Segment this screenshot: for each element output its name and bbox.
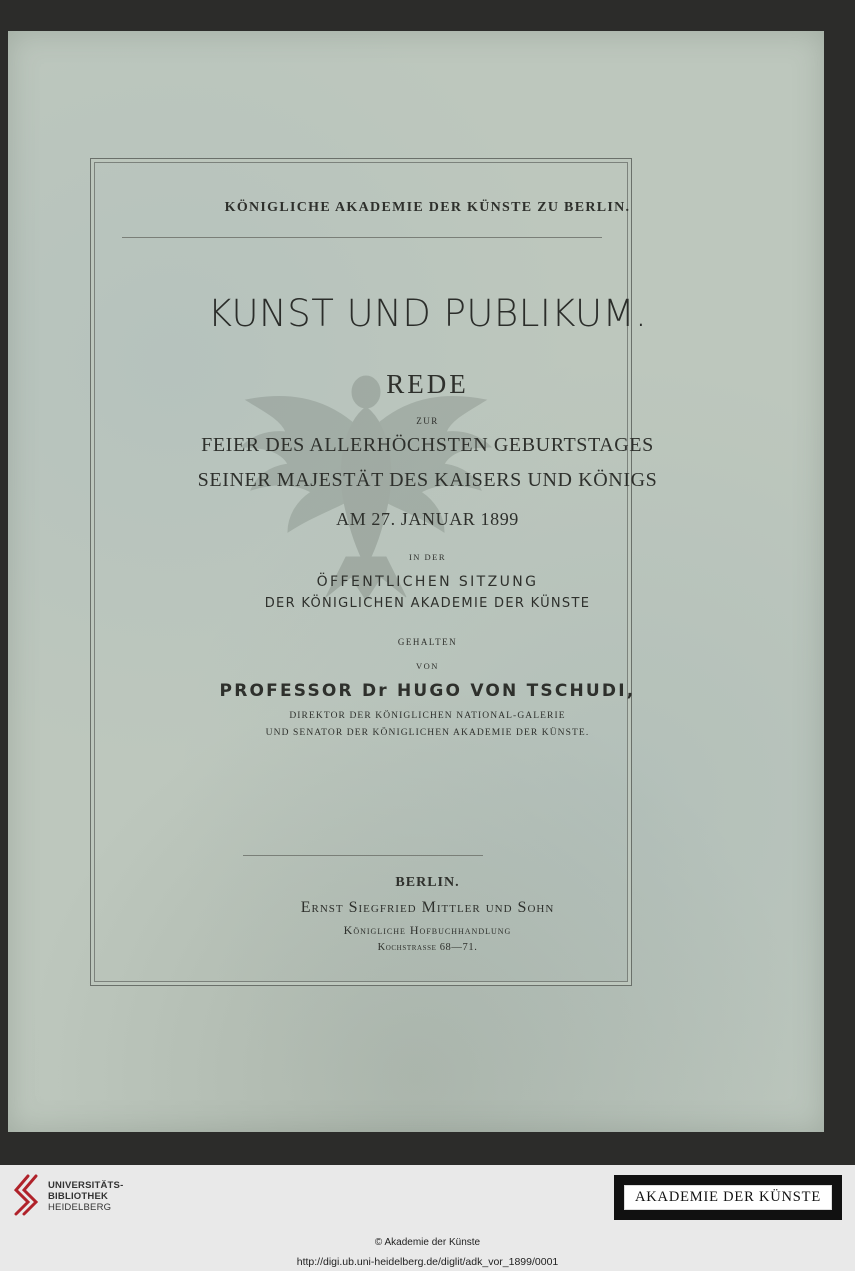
library-line-3: HEIDELBERG (48, 1202, 112, 1213)
page-title: KUNST UND PUBLIKUM. (207, 292, 648, 335)
header-rule (122, 237, 602, 238)
date-line: AM 27. JANUAR 1899 (336, 509, 519, 529)
adk-logo (614, 1175, 842, 1220)
adk-logo-label: AKADEMIE DER KÜNSTE (624, 1185, 832, 1210)
copyright-notice: © Akademie der Künste (374, 1237, 481, 1248)
publisher-name: Ernst Siegfried Mittler und Sohn (300, 899, 555, 916)
author-role-2: UND SENATOR DER KÖNIGLICHEN AKADEMIE DER KÜNSTE. (265, 728, 590, 738)
publisher-address: Kochstrasse 68—71. (377, 942, 478, 953)
imprint-place: BERLIN. (395, 875, 460, 890)
gehalten-label: GEHALTEN (397, 637, 458, 647)
occasion-line-1: FEIER DES ALLERHÖCHSTEN GEBURTSTAGES (201, 434, 654, 456)
imprint-rule (243, 855, 483, 856)
author-role-1: DIREKTOR DER KÖNIGLICHEN NATIONAL-GALERIE (289, 711, 566, 721)
library-logo-icon (10, 1172, 42, 1218)
zur-label: ZUR (416, 416, 439, 426)
rede-heading: REDE (386, 369, 469, 399)
library-line-2: BIBLIOTHEK (48, 1191, 109, 1202)
permalink-url[interactable]: http://digi.ub.uni-heidelberg.de/diglit/adk_vor_1899/0001 (296, 1256, 559, 1268)
in-der-label: IN DER (408, 552, 447, 562)
author-name: PROFESSOR Dr HUGO VON TSCHUDI, (219, 681, 636, 701)
publisher-subtitle: Königliche Hofbuchhandlung (343, 923, 512, 937)
session-line-2: DER KÖNIGLICHEN AKADEMIE DER KÜNSTE (264, 596, 591, 611)
library-line-1: UNIVERSITÄTS- (48, 1180, 124, 1191)
von-label: VON (416, 661, 439, 671)
occasion-line-2: SEINER MAJESTÄT DES KAISERS UND KÖNIGS (197, 469, 658, 491)
session-line-1: ÖFFENTLICHEN SITZUNG (316, 574, 539, 590)
academy-header: KÖNIGLICHE AKADEMIE DER KÜNSTE ZU BERLIN. (224, 200, 631, 215)
